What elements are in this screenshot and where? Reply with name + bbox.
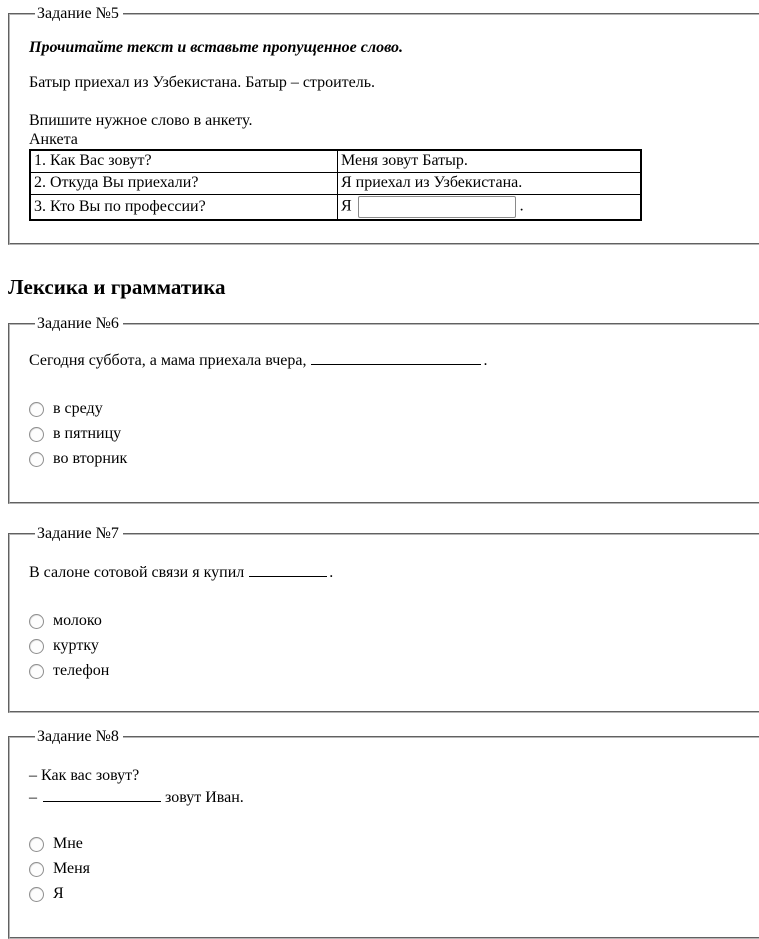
radio-button[interactable] bbox=[29, 402, 44, 417]
option-label: в среду bbox=[53, 400, 103, 418]
radio-button[interactable] bbox=[29, 452, 44, 467]
answer-cell: Я приехал из Узбекистана. bbox=[338, 172, 642, 194]
anketa-table bbox=[29, 149, 642, 221]
profession-input[interactable] bbox=[358, 196, 516, 218]
option-label: Мне bbox=[53, 835, 83, 853]
option-row[interactable] bbox=[29, 638, 759, 655]
task-7-legend: Задание №7 bbox=[37, 524, 119, 542]
answer-cell bbox=[338, 194, 642, 220]
radio-button[interactable] bbox=[29, 427, 44, 442]
line-prefix: – bbox=[29, 789, 37, 807]
blank-line bbox=[43, 786, 161, 802]
task-5-section bbox=[8, 5, 759, 245]
option-row[interactable] bbox=[29, 613, 759, 630]
table-row bbox=[30, 150, 641, 173]
option-label: во вторник bbox=[53, 450, 128, 468]
option-label: Я bbox=[53, 885, 64, 903]
radio-button[interactable] bbox=[29, 614, 44, 629]
option-label: куртку bbox=[53, 636, 99, 654]
option-row[interactable] bbox=[29, 861, 759, 878]
task-5-legend: Задание №5 bbox=[37, 5, 119, 22]
question-cell: 2. Откуда Вы приехали? bbox=[30, 172, 338, 194]
prompt-line-1: Впишите нужное слово в анкету. bbox=[29, 112, 253, 130]
option-row[interactable] bbox=[29, 401, 759, 418]
option-label: в пятницу bbox=[53, 425, 122, 443]
blank-line bbox=[249, 561, 327, 577]
answer-cell: Меня зовут Батыр. bbox=[338, 150, 642, 173]
sentence-before-blank: В салоне сотовой связи я купил bbox=[29, 564, 245, 582]
radio-button[interactable] bbox=[29, 639, 44, 654]
task-6-legend: Задание №6 bbox=[37, 315, 119, 333]
option-row[interactable] bbox=[29, 426, 759, 443]
sentence-before-blank: Сегодня суббота, а мама приехала вчера, bbox=[29, 352, 307, 370]
radio-button[interactable] bbox=[29, 887, 44, 902]
task-8-options bbox=[29, 836, 759, 903]
question-cell: 1. Как Вас зовут? bbox=[30, 150, 338, 173]
task-7-section bbox=[8, 525, 759, 713]
task-6-sentence bbox=[29, 349, 759, 370]
table-row bbox=[30, 172, 641, 194]
sentence-after-blank: . bbox=[329, 564, 334, 582]
task-5-instruction: Прочитайте текст и вставьте пропущенное слово. bbox=[29, 39, 404, 57]
task-7-sentence bbox=[29, 561, 759, 582]
option-row[interactable] bbox=[29, 663, 759, 680]
prompt-line-2: Анкета bbox=[29, 130, 78, 148]
task-6-section bbox=[8, 315, 759, 504]
option-row[interactable] bbox=[29, 836, 759, 853]
task-6-options bbox=[29, 401, 759, 468]
dialog-line-1: – Как вас зовут? bbox=[29, 767, 140, 785]
radio-button[interactable] bbox=[29, 837, 44, 852]
option-row[interactable] bbox=[29, 451, 759, 468]
radio-button[interactable] bbox=[29, 664, 44, 679]
option-label: молоко bbox=[53, 611, 102, 629]
section-heading: Лексика и грамматика bbox=[8, 274, 226, 299]
radio-button[interactable] bbox=[29, 862, 44, 877]
task-5-text: Батыр приехал из Узбекистана. Батыр – строитель. bbox=[29, 73, 376, 91]
option-label: телефон bbox=[53, 661, 110, 679]
line-suffix: зовут Иван. bbox=[165, 789, 244, 807]
task-5-prompt bbox=[29, 112, 759, 149]
option-row[interactable] bbox=[29, 886, 759, 903]
task-8-section bbox=[8, 728, 759, 939]
question-cell: 3. Кто Вы по профессии? bbox=[30, 194, 338, 220]
table-row bbox=[30, 194, 641, 220]
answer-prefix: Я bbox=[341, 197, 352, 215]
task-8-legend: Задание №8 bbox=[37, 727, 119, 745]
blank-line bbox=[311, 349, 481, 365]
sentence-after-blank: . bbox=[483, 352, 488, 370]
dialog-line-2 bbox=[29, 786, 759, 808]
task-7-options bbox=[29, 613, 759, 680]
answer-suffix: . bbox=[519, 197, 524, 215]
option-label: Меня bbox=[53, 860, 91, 878]
task-8-dialog bbox=[29, 766, 759, 808]
